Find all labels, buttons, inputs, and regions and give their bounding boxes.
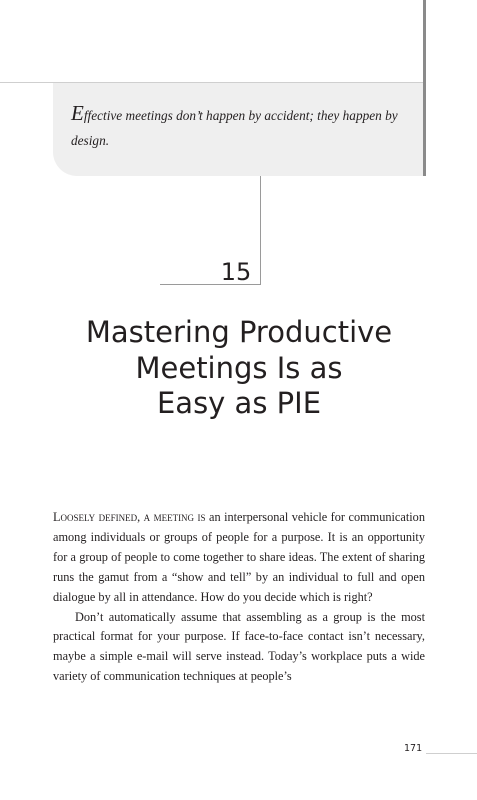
footer-rule	[426, 753, 477, 754]
paragraph-text: an interpersonal vehicle for communication among individuals or groups of people for a purpose. It is an opportunity for a group of people to come together to share ideas. The extent of sharing runs the gamut from a “show and tell” by an individual to full and open dialogue by all in attendance. How do you decide which is right?	[53, 510, 425, 604]
margin-vertical-rule	[423, 0, 426, 176]
body-paragraph	[53, 508, 425, 608]
body-paragraph: Don’t automatically assume that assembling as a group is the most practical format for your purpose. If face-to-face contact isn’t necessary, maybe a simple e-mail will serve instead. Today’s workplace puts a wide variety of communication techniques at people’s	[53, 609, 425, 684]
epigraph-initial: E	[71, 101, 84, 125]
chapter-title-line: Meetings Is as	[135, 350, 343, 385]
chapter-vertical-rule	[260, 176, 261, 284]
epigraph-body: ffective meetings don’t happen by accident; they happen by design.	[71, 108, 398, 148]
body-text	[53, 508, 425, 687]
chapter-title-line: Easy as PIE	[156, 386, 322, 420]
chapter-number: 15	[220, 258, 252, 286]
chapter-title-line: Mastering Productive	[85, 315, 393, 349]
epigraph-text	[71, 101, 411, 153]
epigraph-box	[53, 83, 423, 176]
page-number: 171	[404, 743, 423, 754]
lead-in-smallcaps: Loosely defined, a meeting is	[53, 510, 206, 524]
chapter-title	[30, 315, 448, 422]
